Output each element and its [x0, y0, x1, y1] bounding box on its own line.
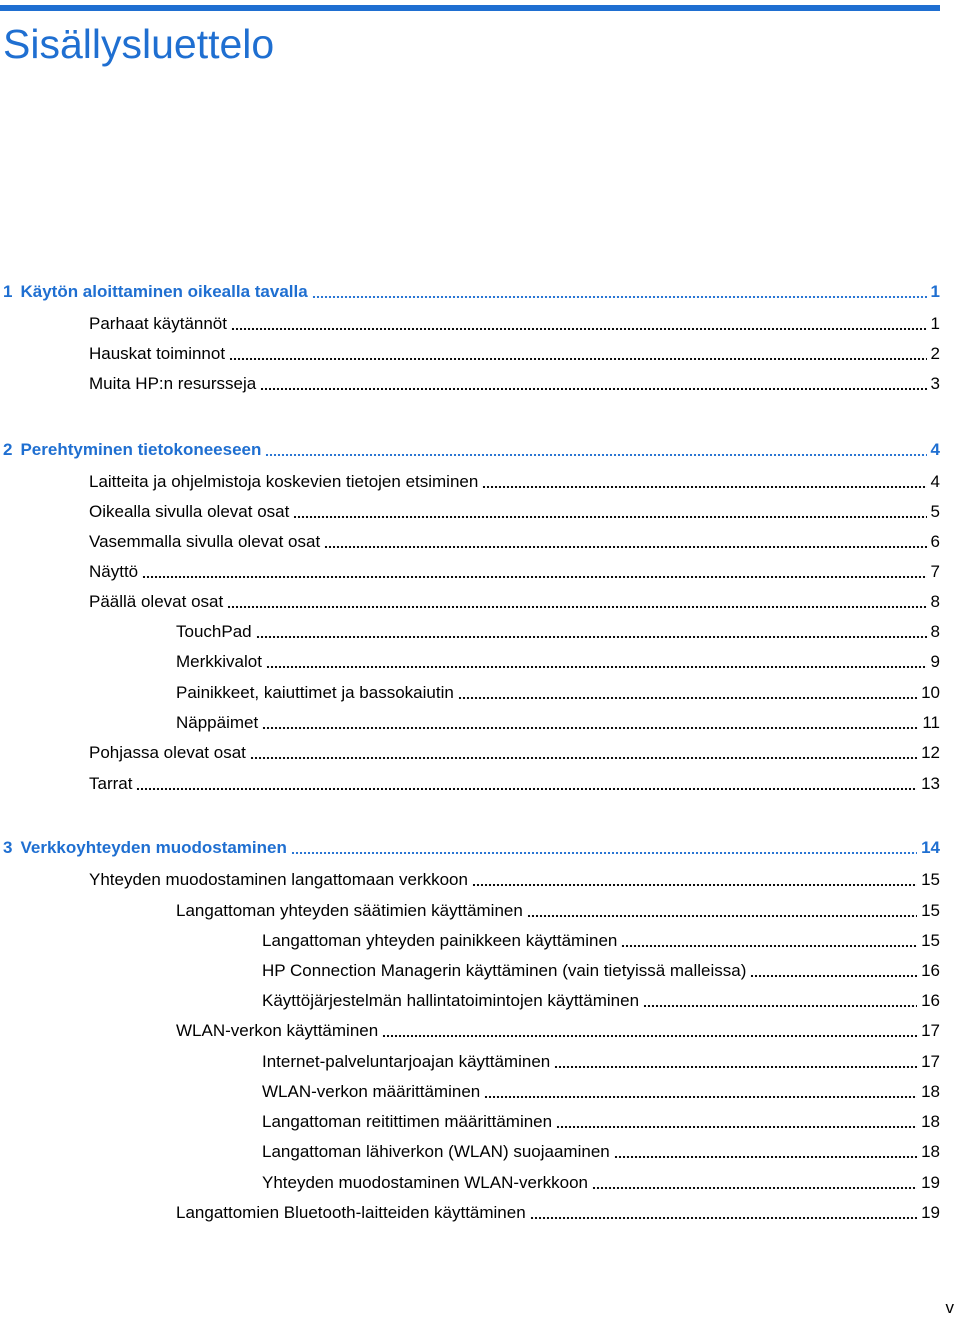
toc-entry[interactable]: [0, 501, 940, 523]
toc-page-number: 7: [930, 562, 940, 581]
toc-page-number: 15: [921, 870, 940, 889]
toc-entry[interactable]: [0, 900, 940, 922]
toc-page-number: 18: [921, 1142, 940, 1161]
toc-page-number: 1: [930, 314, 940, 333]
toc-entry[interactable]: [0, 712, 940, 734]
toc-entry-title: Päällä olevat osat: [89, 592, 224, 611]
toc-entry[interactable]: [0, 1202, 940, 1224]
page-folio: v: [945, 1298, 954, 1317]
toc-entry-title: Parhaat käytännöt: [89, 314, 227, 333]
toc-page-number: 1: [930, 282, 940, 301]
dot-leader: [554, 1066, 917, 1068]
dot-leader: [256, 636, 927, 638]
dot-leader: [291, 852, 917, 854]
toc-entry-title: Näyttö: [89, 562, 139, 581]
toc-entry-title: Perehtyminen tietokoneeseen: [20, 440, 262, 459]
toc-page-number: 4: [930, 440, 940, 459]
dot-leader: [262, 727, 918, 729]
toc-page-number: 8: [930, 592, 940, 611]
toc-entry-title: Langattoman yhteyden säätimien käyttäminen: [176, 901, 523, 920]
toc-entry-title: Vasemmalla sivulla olevat osat: [89, 532, 321, 551]
dot-leader: [527, 915, 917, 917]
toc-page-number: 18: [921, 1082, 940, 1101]
dot-leader: [458, 697, 917, 699]
toc-page-number: 13: [921, 774, 940, 793]
dot-leader: [482, 486, 926, 488]
toc-entry[interactable]: [0, 591, 940, 613]
toc-entry-title: Langattoman yhteyden painikkeen käyttäminen: [262, 931, 618, 950]
toc-entry[interactable]: [0, 773, 940, 795]
dot-leader: [266, 666, 927, 668]
dot-leader: [484, 1096, 917, 1098]
dot-leader: [472, 884, 917, 886]
toc-entry[interactable]: [0, 1111, 940, 1133]
toc-entry-title: Oikealla sivulla olevat osat: [89, 502, 290, 521]
dot-leader: [142, 576, 926, 578]
toc-page-number: 15: [921, 931, 940, 950]
toc-entry[interactable]: [0, 742, 940, 764]
toc-page-number: 18: [921, 1112, 940, 1131]
dot-leader: [643, 1005, 917, 1007]
toc-page-number: 19: [921, 1173, 940, 1192]
toc-entry-title: Pohjassa olevat osat: [89, 743, 246, 762]
dot-leader: [621, 945, 917, 947]
toc-entry-title: Hauskat toiminnot: [89, 344, 226, 363]
toc-page-number: 3: [930, 374, 940, 393]
dot-leader: [227, 606, 926, 608]
toc-chapter-number: 2: [3, 440, 13, 459]
toc-page-number: 10: [921, 683, 940, 702]
toc-entry-title: Internet-palveluntarjoajan käyttäminen: [262, 1052, 551, 1071]
toc-chapter-entry[interactable]: [0, 439, 940, 461]
toc-entry-title: Käyttöjärjestelmän hallintatoimintojen käyttäminen: [262, 991, 640, 1010]
toc-page-number: 5: [930, 502, 940, 521]
dot-leader: [312, 296, 927, 298]
toc-entry-title: Yhteyden muodostaminen WLAN-verkkoon: [262, 1173, 588, 1192]
toc-page-number: 4: [930, 472, 940, 491]
toc-page-number: 9: [930, 652, 940, 671]
toc-page-number: 16: [921, 961, 940, 980]
toc-entry[interactable]: [0, 343, 940, 365]
toc-entry-title: Käytön aloittaminen oikealla tavalla: [20, 282, 308, 301]
toc-page-number: 6: [930, 532, 940, 551]
toc-entry-title: Yhteyden muodostaminen langattomaan verkkoon: [89, 870, 468, 889]
toc-entry[interactable]: [0, 990, 940, 1012]
toc-entry[interactable]: [0, 471, 940, 493]
toc-page-number: 11: [922, 713, 940, 732]
page-title: Sisällysluettelo: [3, 21, 275, 67]
toc-entry[interactable]: [0, 1141, 940, 1163]
toc-entry[interactable]: [0, 531, 940, 553]
toc-page-number: 16: [921, 991, 940, 1010]
toc-entry[interactable]: [0, 1020, 940, 1042]
dot-leader: [592, 1187, 917, 1189]
toc-entry-title: Verkkoyhteyden muodostaminen: [20, 838, 287, 857]
toc-page-number: 2: [930, 344, 940, 363]
toc-entry[interactable]: [0, 1081, 940, 1103]
toc-entry-title: Merkkivalot: [176, 652, 262, 671]
toc-page-number: 17: [921, 1021, 940, 1040]
toc-page-number: 17: [921, 1052, 940, 1071]
dot-leader: [265, 454, 926, 456]
toc-entry[interactable]: [0, 869, 940, 891]
dot-leader: [229, 358, 926, 360]
dot-leader: [324, 546, 926, 548]
toc-entry-title: Painikkeet, kaiuttimet ja bassokaiutin: [176, 683, 454, 702]
toc-entry-title: Muita HP:n resursseja: [89, 374, 257, 393]
toc-entry[interactable]: [0, 960, 940, 982]
toc-entry[interactable]: [0, 373, 940, 395]
toc-page-number: 8: [930, 622, 940, 641]
toc-page-number: 19: [921, 1203, 940, 1222]
toc-chapter-number: 1: [3, 282, 13, 301]
dot-leader: [556, 1126, 917, 1128]
toc-entry-title: WLAN-verkon käyttäminen: [176, 1021, 379, 1040]
toc-entry-title: Laitteita ja ohjelmistoja koskevien tietojen etsiminen: [89, 472, 479, 491]
toc-entry[interactable]: [0, 313, 940, 335]
toc-chapter-number: 3: [3, 838, 13, 857]
toc-entry-title: Langattoman reitittimen määrittäminen: [262, 1112, 553, 1131]
toc-entry[interactable]: [0, 930, 940, 952]
toc-entry-title: Langattomien Bluetooth-laitteiden käyttäminen: [176, 1203, 526, 1222]
toc-entry-title: HP Connection Managerin käyttäminen (vain tietyissä malleissa): [262, 961, 747, 980]
dot-leader: [750, 975, 917, 977]
toc-entry-title: Näppäimet: [176, 713, 259, 732]
dot-leader: [136, 788, 917, 790]
toc-entry[interactable]: [0, 1051, 940, 1073]
dot-leader: [250, 757, 917, 759]
toc-entry-title: TouchPad: [176, 622, 252, 641]
toc-entry-title: Langattoman lähiverkon (WLAN) suojaaminen: [262, 1142, 610, 1161]
toc-entry-title: WLAN-verkon määrittäminen: [262, 1082, 481, 1101]
toc-page-number: 14: [921, 838, 940, 857]
toc-entry-title: Tarrat: [89, 774, 133, 793]
toc-entry[interactable]: [0, 682, 940, 704]
toc-entry[interactable]: [0, 651, 940, 673]
dot-leader: [231, 328, 927, 330]
dot-leader: [530, 1217, 917, 1219]
toc-entry[interactable]: [0, 1172, 940, 1194]
toc-chapter-entry[interactable]: [0, 837, 940, 859]
toc-entry[interactable]: [0, 561, 940, 583]
toc-entry[interactable]: [0, 621, 940, 643]
dot-leader: [260, 388, 926, 390]
toc-page-number: 15: [921, 901, 940, 920]
dot-leader: [614, 1156, 917, 1158]
header-rule: [0, 5, 940, 11]
toc-page-number: 12: [921, 743, 940, 762]
dot-leader: [293, 516, 926, 518]
toc-chapter-entry[interactable]: [0, 281, 940, 303]
dot-leader: [382, 1035, 917, 1037]
